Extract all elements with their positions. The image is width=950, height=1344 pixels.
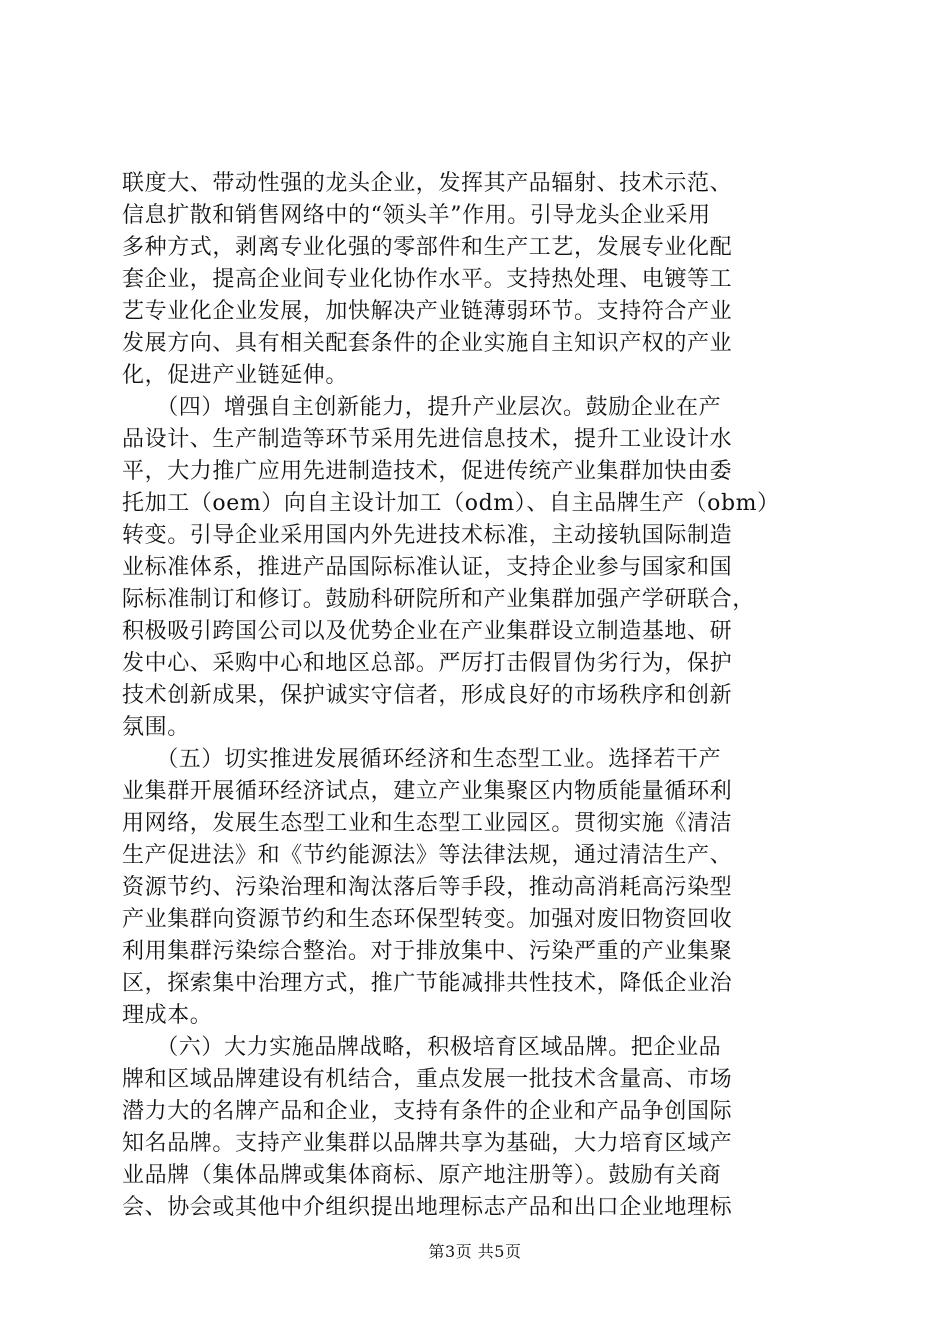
text-line: 信息扩散和销售网络中的“领头羊”作用。引导龙头企业采用 [122,203,711,228]
text-line: 际标准制订和修订。鼓励科研院所和产业集群加强产学研联合， [122,587,755,612]
document-body [122,168,842,1224]
text-line: 化，促进产业链延伸。 [122,363,349,388]
text-line: 托加工（oem）向自主设计加工（odm）、自主品牌生产（obm） [122,491,780,516]
page-footer: 第3页 共5页 [428,1242,522,1261]
text-line: 技术创新成果，保护诚实守信者，形成良好的市场秩序和创新 [122,683,733,708]
text-line: （六）大力实施品牌战略，积极培育区域品牌。把企业品 [122,1035,722,1060]
text-line: 业标准体系，推进产品国际标准认证，支持企业参与国家和国 [122,555,733,580]
text-line: 利用集群污染综合整治。对于排放集中、污染严重的产业集聚 [122,939,733,964]
text-line: 发中心、采购中心和地区总部。严厉打击假冒伪劣行为，保护 [122,651,733,676]
text-line: 生产促进法》和《节约能源法》等法律法规，通过清洁生产、 [122,843,733,868]
text-line: 资源节约、污染治理和淘汰落后等手段，推动高消耗高污染型 [122,875,733,900]
text-line: 积极吸引跨国公司以及优势企业在产业集群设立制造基地、研 [122,619,733,644]
text-line: 联度大、带动性强的龙头企业，发挥其产品辐射、技术示范、 [122,171,733,196]
text-line: 知名品牌。支持产业集群以品牌共享为基础，大力培育区域产 [122,1131,733,1156]
text-line: 会、协会或其他中介组织提出地理标志产品和出口企业地理标 [122,1195,733,1220]
text-line: 平，大力推广应用先进制造技术，促进传统产业集群加快由委 [122,459,733,484]
text-line: 转变。引导企业采用国内外先进技术标准，主动接轨国际制造 [122,523,733,548]
text-line: 艺专业化企业发展，加快解决产业链薄弱环节。支持符合产业 [122,299,733,324]
text-line: 业品牌（集体品牌或集体商标、原产地注册等）。鼓励有关商 [122,1163,722,1188]
text-line: 用网络，发展生态型工业和生态型工业园区。贯彻实施《清洁 [122,811,733,836]
text-line: （五）切实推进发展循环经济和生态型工业。选择若干产 [122,747,722,772]
text-line: 套企业，提高企业间专业化协作水平。支持热处理、电镀等工 [122,267,733,292]
text-line: 潜力大的名牌产品和企业，支持有条件的企业和产品争创国际 [122,1099,733,1124]
text-line: 发展方向、具有相关配套条件的企业实施自主知识产权的产业 [122,331,733,356]
text-line: 理成本。 [122,1003,213,1028]
text-line: 牌和区域品牌建设有机结合，重点发展一批技术含量高、市场 [122,1067,733,1092]
text-line: 业集群开展循环经济试点，建立产业集聚区内物质能量循环利 [122,779,733,804]
text-line: 多种方式，剥离专业化强的零部件和生产工艺，发展专业化配 [122,235,733,260]
text-line: 品设计、生产制造等环节采用先进信息技术，提升工业设计水 [122,427,733,452]
text-line: 区，探索集中治理方式，推广节能减排共性技术，降低企业治 [122,971,733,996]
text-line: 产业集群向资源节约和生态环保型转变。加强对废旧物资回收 [122,907,733,932]
text-line: 氛围。 [122,715,190,740]
text-line: （四）增强自主创新能力，提升产业层次。鼓励企业在产 [122,395,722,420]
